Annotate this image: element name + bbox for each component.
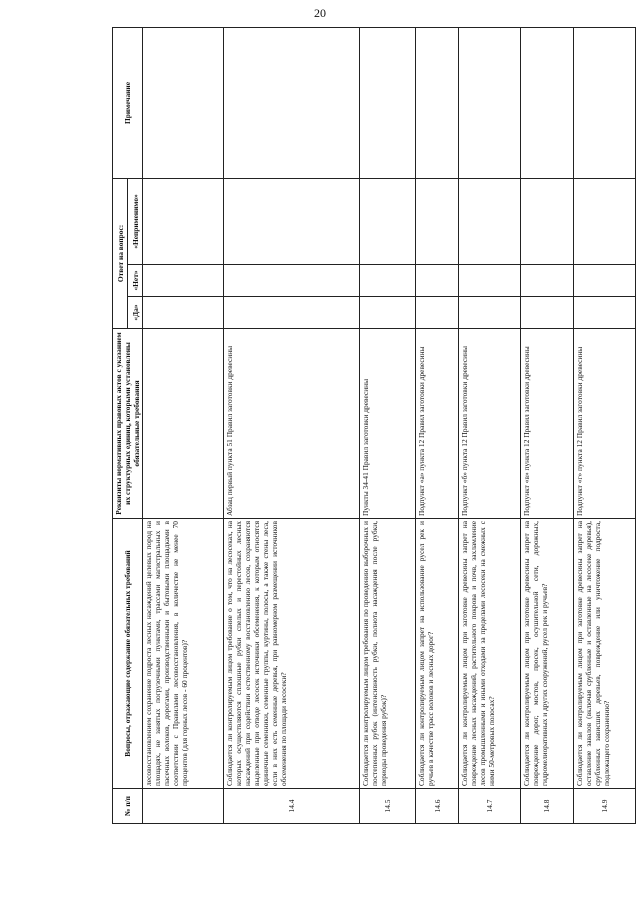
answer-na-cell[interactable] xyxy=(360,178,416,264)
answer-no-cell[interactable] xyxy=(143,265,224,297)
page-number: 20 xyxy=(314,6,326,20)
note-cell[interactable] xyxy=(360,27,416,178)
header-question: Вопросы, отражающие содержание обязательных требований xyxy=(113,519,143,789)
row-question: Соблюдается ли контролируемым лицом при заготовке древесины запрет на оставление завалов (включая срубленные и оставленные на лесосеке деревья), срубленных зависших деревьев, повреждение или уничтожение подроста, подлежащего сохранению? xyxy=(574,519,636,789)
answer-no-cell[interactable] xyxy=(459,265,521,297)
answer-na-cell[interactable] xyxy=(416,178,459,264)
row-requisites: Подпункт «г» пункта 12 Правил заготовки древесины xyxy=(574,329,636,519)
answer-yes-cell[interactable] xyxy=(520,297,574,329)
note-cell[interactable] xyxy=(416,27,459,178)
header-no: «Нет» xyxy=(128,265,143,297)
row-num: 14.5 xyxy=(360,789,416,824)
answer-yes-cell[interactable] xyxy=(416,297,459,329)
header-num: № п/п xyxy=(113,789,143,824)
answer-yes-cell[interactable] xyxy=(459,297,521,329)
note-cell[interactable] xyxy=(459,27,521,178)
table-row xyxy=(574,27,636,823)
table-row xyxy=(459,27,521,823)
answer-na-cell[interactable] xyxy=(223,178,360,264)
note-cell[interactable] xyxy=(143,27,224,178)
answer-no-cell[interactable] xyxy=(223,265,360,297)
header-requisites: Реквизиты нормативных правовых актов с указанием их структурных единиц, которыми установлены обязательные требования xyxy=(113,329,143,519)
row-requisites xyxy=(143,329,224,519)
table-row xyxy=(520,27,574,823)
checklist-table-rotated xyxy=(112,28,630,824)
table-row xyxy=(360,27,416,823)
row-requisites: Абзац первый пункта 51 Правил заготовки древесины xyxy=(223,329,360,519)
row-num xyxy=(143,789,224,824)
table-row xyxy=(416,27,459,823)
answer-yes-cell[interactable] xyxy=(223,297,360,329)
answer-yes-cell[interactable] xyxy=(574,297,636,329)
header-row-1 xyxy=(113,27,128,823)
row-question: Соблюдается ли контролируемым лицом при заготовке древесины запрет на повреждение дорог, мостов, просек, осушительной сети, дорожных, гидромелиоративных и других сооружений, русел рек и ручьев? xyxy=(520,519,574,789)
answer-no-cell[interactable] xyxy=(520,265,574,297)
row-num: 14.8 xyxy=(520,789,574,824)
note-cell[interactable] xyxy=(223,27,360,178)
row-num: 14.7 xyxy=(459,789,521,824)
row-num: 14.6 xyxy=(416,789,459,824)
row-requisites: Подпункт «а» пункта 12 Правил заготовки древесины xyxy=(416,329,459,519)
answer-yes-cell[interactable] xyxy=(360,297,416,329)
answer-yes-cell[interactable] xyxy=(143,297,224,329)
answer-na-cell[interactable] xyxy=(143,178,224,264)
note-cell[interactable] xyxy=(520,27,574,178)
header-na: «Неприменимо» xyxy=(128,178,143,264)
answer-no-cell[interactable] xyxy=(574,265,636,297)
answer-no-cell[interactable] xyxy=(416,265,459,297)
answer-na-cell[interactable] xyxy=(574,178,636,264)
header-note: Примечание xyxy=(113,27,143,178)
row-question: Соблюдается ли контролируемым лицом требования по проведению выборочных и постепенных рубок (интенсивность рубки, полнота насаждения после рубки, периоды проведения рубок)? xyxy=(360,519,416,789)
row-num: 14.4 xyxy=(223,789,360,824)
row-question: Соблюдается ли контролируемым лицом при заготовке древесины запрет на повреждение лесных насаждений, растительного покрова и почв, захламление лесов промышленными и иными отходами за пределами лесосеки на смежных с ними 50-метровых полосах? xyxy=(459,519,521,789)
row-question: лесовосстановлением сохранение подроста лесных насаждений целевых пород на площадях, не занятых погрузочными пунктами, трассами магистральных и пасечных волоков, дорогами, производственными и бытовыми площадками в соответствии с Правилами лесовосстановления, в количестве не менее 70 процентов (для горных лесов - 60 процентов)? xyxy=(143,519,224,789)
row-requisites: Пункты 34-41 Правил заготовки древесины xyxy=(360,329,416,519)
table-row xyxy=(143,27,224,823)
header-answer-group: Ответ на вопрос: xyxy=(113,178,128,328)
answer-na-cell[interactable] xyxy=(459,178,521,264)
row-num: 14.9 xyxy=(574,789,636,824)
checklist-table xyxy=(112,27,636,824)
answer-no-cell[interactable] xyxy=(360,265,416,297)
row-requisites: Подпункт «б» пункта 12 Правил заготовки древесины xyxy=(459,329,521,519)
note-cell[interactable] xyxy=(574,27,636,178)
row-question: Соблюдается ли контролируемым лицом запрет на использование русел рек и ручьев в качестве трасс волоков и лесных дорог? xyxy=(416,519,459,789)
header-yes: «Да» xyxy=(128,297,143,329)
row-question: Соблюдается ли контролируемым лицом требование о том, что на лесосеках, на которых осуществляются сплошные рубки спелых и перестойных лесных насаждений при содействии естественному восстановлению лесов, сохраняются выделенные при отводе лесосек источники обсеменения, к которым относятся единичные семенники, семенные группы, куртины, полосы, а также стены леса, если в них есть семенные деревья, при равномерном размещении источников обсеменения по площади лесосеки? xyxy=(223,519,360,789)
table-row xyxy=(223,27,360,823)
row-requisites: Подпункт «в» пункта 12 Правил заготовки древесины xyxy=(520,329,574,519)
answer-na-cell[interactable] xyxy=(520,178,574,264)
